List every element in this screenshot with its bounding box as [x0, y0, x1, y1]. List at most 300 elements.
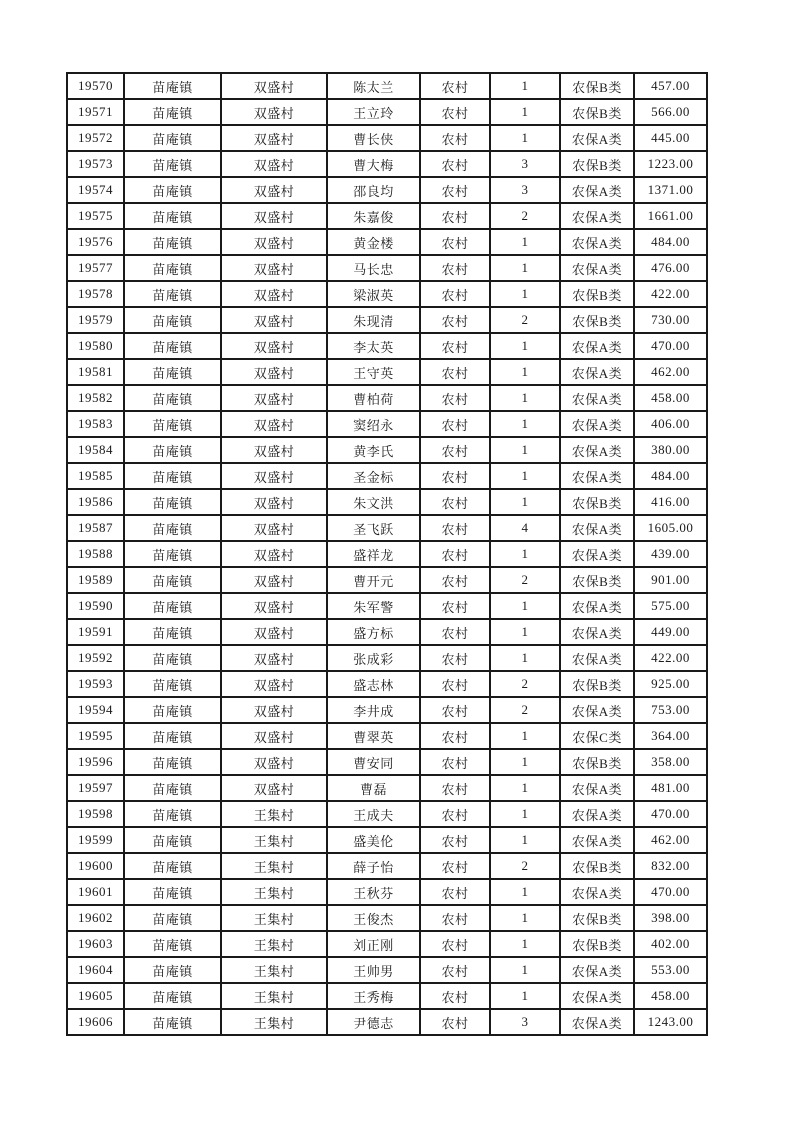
table-row [67, 125, 707, 151]
cell-serial-number: 19602 [67, 905, 124, 931]
cell-village: 双盛村 [221, 99, 327, 125]
cell-insurance-class: 农保B类 [560, 567, 634, 593]
cell-person-count: 1 [490, 827, 560, 853]
cell-village: 双盛村 [221, 697, 327, 723]
table-row [67, 905, 707, 931]
cell-household-type: 农村 [420, 879, 490, 905]
cell-person-name: 曹长侠 [327, 125, 420, 151]
cell-person-count: 3 [490, 1009, 560, 1035]
cell-amount: 422.00 [634, 645, 707, 671]
cell-person-count: 1 [490, 723, 560, 749]
cell-serial-number: 19594 [67, 697, 124, 723]
cell-person-name: 曹开元 [327, 567, 420, 593]
table-row [67, 541, 707, 567]
cell-person-name: 盛美伦 [327, 827, 420, 853]
cell-serial-number: 19606 [67, 1009, 124, 1035]
cell-person-name: 曹安同 [327, 749, 420, 775]
cell-household-type: 农村 [420, 281, 490, 307]
cell-village: 王集村 [221, 905, 327, 931]
table-row [67, 931, 707, 957]
cell-serial-number: 19575 [67, 203, 124, 229]
cell-town: 苗庵镇 [124, 879, 221, 905]
cell-person-name: 马长忠 [327, 255, 420, 281]
cell-person-count: 1 [490, 463, 560, 489]
cell-person-name: 圣飞跃 [327, 515, 420, 541]
cell-household-type: 农村 [420, 645, 490, 671]
cell-household-type: 农村 [420, 99, 490, 125]
cell-person-count: 1 [490, 775, 560, 801]
cell-serial-number: 19573 [67, 151, 124, 177]
cell-amount: 1605.00 [634, 515, 707, 541]
cell-amount: 476.00 [634, 255, 707, 281]
cell-village: 双盛村 [221, 385, 327, 411]
cell-household-type: 农村 [420, 853, 490, 879]
cell-insurance-class: 农保B类 [560, 931, 634, 957]
cell-person-count: 1 [490, 333, 560, 359]
cell-town: 苗庵镇 [124, 749, 221, 775]
table-row [67, 359, 707, 385]
cell-household-type: 农村 [420, 983, 490, 1009]
cell-town: 苗庵镇 [124, 255, 221, 281]
cell-household-type: 农村 [420, 307, 490, 333]
cell-amount: 484.00 [634, 229, 707, 255]
benefits-table [66, 72, 708, 1036]
cell-person-name: 王秋芬 [327, 879, 420, 905]
cell-town: 苗庵镇 [124, 489, 221, 515]
cell-town: 苗庵镇 [124, 125, 221, 151]
cell-household-type: 农村 [420, 73, 490, 99]
table-row [67, 385, 707, 411]
cell-person-name: 邵良均 [327, 177, 420, 203]
cell-person-name: 王俊杰 [327, 905, 420, 931]
cell-insurance-class: 农保A类 [560, 437, 634, 463]
cell-person-name: 黄金楼 [327, 229, 420, 255]
cell-insurance-class: 农保A类 [560, 203, 634, 229]
cell-person-count: 1 [490, 411, 560, 437]
cell-village: 双盛村 [221, 151, 327, 177]
table-row [67, 73, 707, 99]
cell-amount: 481.00 [634, 775, 707, 801]
cell-town: 苗庵镇 [124, 645, 221, 671]
cell-amount: 458.00 [634, 983, 707, 1009]
cell-household-type: 农村 [420, 541, 490, 567]
table-row [67, 203, 707, 229]
cell-village: 双盛村 [221, 567, 327, 593]
cell-amount: 470.00 [634, 333, 707, 359]
cell-person-count: 1 [490, 359, 560, 385]
cell-amount: 422.00 [634, 281, 707, 307]
cell-village: 双盛村 [221, 307, 327, 333]
cell-serial-number: 19590 [67, 593, 124, 619]
cell-village: 双盛村 [221, 229, 327, 255]
cell-person-count: 2 [490, 307, 560, 333]
table-row [67, 593, 707, 619]
cell-insurance-class: 农保A类 [560, 463, 634, 489]
cell-serial-number: 19599 [67, 827, 124, 853]
cell-person-name: 圣金标 [327, 463, 420, 489]
cell-village: 王集村 [221, 801, 327, 827]
cell-village: 王集村 [221, 879, 327, 905]
cell-town: 苗庵镇 [124, 73, 221, 99]
cell-person-name: 梁淑英 [327, 281, 420, 307]
cell-village: 双盛村 [221, 255, 327, 281]
cell-person-name: 盛志林 [327, 671, 420, 697]
cell-insurance-class: 农保B类 [560, 489, 634, 515]
cell-household-type: 农村 [420, 411, 490, 437]
cell-town: 苗庵镇 [124, 593, 221, 619]
table-row [67, 983, 707, 1009]
cell-person-count: 1 [490, 593, 560, 619]
table-row [67, 99, 707, 125]
cell-serial-number: 19589 [67, 567, 124, 593]
cell-village: 王集村 [221, 1009, 327, 1035]
cell-person-name: 刘正刚 [327, 931, 420, 957]
cell-person-name: 曹柏荷 [327, 385, 420, 411]
cell-village: 王集村 [221, 983, 327, 1009]
cell-serial-number: 19597 [67, 775, 124, 801]
cell-village: 双盛村 [221, 359, 327, 385]
cell-insurance-class: 农保A类 [560, 879, 634, 905]
cell-insurance-class: 农保B类 [560, 905, 634, 931]
cell-village: 双盛村 [221, 281, 327, 307]
cell-serial-number: 19592 [67, 645, 124, 671]
cell-person-count: 2 [490, 853, 560, 879]
cell-person-count: 1 [490, 437, 560, 463]
cell-person-count: 2 [490, 567, 560, 593]
cell-person-count: 2 [490, 697, 560, 723]
cell-household-type: 农村 [420, 671, 490, 697]
cell-serial-number: 19578 [67, 281, 124, 307]
cell-amount: 925.00 [634, 671, 707, 697]
cell-household-type: 农村 [420, 775, 490, 801]
cell-person-name: 朱现清 [327, 307, 420, 333]
cell-town: 苗庵镇 [124, 411, 221, 437]
cell-amount: 901.00 [634, 567, 707, 593]
cell-village: 双盛村 [221, 593, 327, 619]
cell-person-name: 王秀梅 [327, 983, 420, 1009]
table-row [67, 229, 707, 255]
cell-village: 双盛村 [221, 515, 327, 541]
cell-serial-number: 19576 [67, 229, 124, 255]
cell-person-count: 1 [490, 957, 560, 983]
cell-amount: 566.00 [634, 99, 707, 125]
cell-household-type: 农村 [420, 957, 490, 983]
cell-village: 王集村 [221, 931, 327, 957]
cell-amount: 832.00 [634, 853, 707, 879]
cell-amount: 470.00 [634, 879, 707, 905]
cell-insurance-class: 农保A类 [560, 541, 634, 567]
table-row [67, 255, 707, 281]
cell-village: 双盛村 [221, 723, 327, 749]
cell-person-count: 1 [490, 801, 560, 827]
cell-amount: 1371.00 [634, 177, 707, 203]
cell-person-name: 盛祥龙 [327, 541, 420, 567]
cell-person-name: 朱军警 [327, 593, 420, 619]
table-row [67, 151, 707, 177]
cell-household-type: 农村 [420, 203, 490, 229]
cell-person-name: 李井成 [327, 697, 420, 723]
cell-person-name: 王守英 [327, 359, 420, 385]
table-row [67, 723, 707, 749]
cell-household-type: 农村 [420, 151, 490, 177]
cell-town: 苗庵镇 [124, 437, 221, 463]
cell-person-name: 王帅男 [327, 957, 420, 983]
cell-insurance-class: 农保B类 [560, 749, 634, 775]
cell-household-type: 农村 [420, 931, 490, 957]
cell-household-type: 农村 [420, 177, 490, 203]
cell-household-type: 农村 [420, 125, 490, 151]
cell-village: 双盛村 [221, 73, 327, 99]
cell-person-count: 1 [490, 645, 560, 671]
cell-person-name: 尹德志 [327, 1009, 420, 1035]
table-row [67, 697, 707, 723]
table-row [67, 281, 707, 307]
cell-household-type: 农村 [420, 827, 490, 853]
cell-village: 双盛村 [221, 437, 327, 463]
cell-person-count: 1 [490, 905, 560, 931]
cell-village: 双盛村 [221, 463, 327, 489]
cell-serial-number: 19595 [67, 723, 124, 749]
cell-amount: 358.00 [634, 749, 707, 775]
cell-amount: 730.00 [634, 307, 707, 333]
cell-person-name: 王成夫 [327, 801, 420, 827]
cell-serial-number: 19574 [67, 177, 124, 203]
cell-town: 苗庵镇 [124, 359, 221, 385]
table-row [67, 827, 707, 853]
table-body [67, 73, 707, 1035]
table-row [67, 463, 707, 489]
cell-household-type: 农村 [420, 905, 490, 931]
cell-amount: 402.00 [634, 931, 707, 957]
cell-insurance-class: 农保A类 [560, 775, 634, 801]
cell-household-type: 农村 [420, 1009, 490, 1035]
cell-household-type: 农村 [420, 255, 490, 281]
cell-town: 苗庵镇 [124, 827, 221, 853]
cell-household-type: 农村 [420, 229, 490, 255]
cell-person-count: 1 [490, 541, 560, 567]
cell-serial-number: 19570 [67, 73, 124, 99]
cell-household-type: 农村 [420, 515, 490, 541]
cell-person-count: 3 [490, 177, 560, 203]
cell-insurance-class: 农保A类 [560, 1009, 634, 1035]
cell-person-count: 1 [490, 749, 560, 775]
cell-amount: 380.00 [634, 437, 707, 463]
cell-serial-number: 19603 [67, 931, 124, 957]
cell-person-count: 2 [490, 671, 560, 697]
cell-serial-number: 19584 [67, 437, 124, 463]
cell-village: 双盛村 [221, 749, 327, 775]
cell-insurance-class: 农保A类 [560, 125, 634, 151]
cell-household-type: 农村 [420, 723, 490, 749]
cell-household-type: 农村 [420, 749, 490, 775]
cell-town: 苗庵镇 [124, 723, 221, 749]
cell-serial-number: 19598 [67, 801, 124, 827]
cell-amount: 553.00 [634, 957, 707, 983]
table-row [67, 437, 707, 463]
cell-insurance-class: 农保A类 [560, 359, 634, 385]
cell-person-count: 1 [490, 99, 560, 125]
cell-person-count: 1 [490, 931, 560, 957]
cell-town: 苗庵镇 [124, 697, 221, 723]
cell-village: 王集村 [221, 957, 327, 983]
table-row [67, 411, 707, 437]
table-row [67, 775, 707, 801]
cell-village: 双盛村 [221, 125, 327, 151]
cell-household-type: 农村 [420, 567, 490, 593]
cell-serial-number: 19581 [67, 359, 124, 385]
cell-household-type: 农村 [420, 385, 490, 411]
cell-amount: 445.00 [634, 125, 707, 151]
cell-household-type: 农村 [420, 333, 490, 359]
cell-town: 苗庵镇 [124, 281, 221, 307]
cell-insurance-class: 农保B类 [560, 73, 634, 99]
cell-serial-number: 19582 [67, 385, 124, 411]
cell-village: 双盛村 [221, 333, 327, 359]
cell-serial-number: 19585 [67, 463, 124, 489]
cell-village: 王集村 [221, 853, 327, 879]
cell-person-name: 曹翠英 [327, 723, 420, 749]
cell-village: 双盛村 [221, 489, 327, 515]
cell-insurance-class: 农保A类 [560, 983, 634, 1009]
cell-serial-number: 19577 [67, 255, 124, 281]
cell-household-type: 农村 [420, 437, 490, 463]
table-row [67, 645, 707, 671]
cell-town: 苗庵镇 [124, 541, 221, 567]
cell-village: 王集村 [221, 827, 327, 853]
cell-insurance-class: 农保A类 [560, 177, 634, 203]
cell-town: 苗庵镇 [124, 931, 221, 957]
cell-insurance-class: 农保A类 [560, 515, 634, 541]
cell-serial-number: 19571 [67, 99, 124, 125]
cell-insurance-class: 农保B类 [560, 281, 634, 307]
cell-insurance-class: 农保A类 [560, 645, 634, 671]
cell-person-name: 朱嘉俊 [327, 203, 420, 229]
cell-person-count: 1 [490, 229, 560, 255]
cell-village: 双盛村 [221, 177, 327, 203]
cell-village: 双盛村 [221, 411, 327, 437]
cell-town: 苗庵镇 [124, 957, 221, 983]
cell-household-type: 农村 [420, 463, 490, 489]
cell-town: 苗庵镇 [124, 333, 221, 359]
cell-town: 苗庵镇 [124, 671, 221, 697]
cell-insurance-class: 农保B类 [560, 853, 634, 879]
cell-person-name: 李太英 [327, 333, 420, 359]
cell-amount: 457.00 [634, 73, 707, 99]
cell-amount: 439.00 [634, 541, 707, 567]
cell-village: 双盛村 [221, 671, 327, 697]
cell-person-name: 黄李氏 [327, 437, 420, 463]
cell-insurance-class: 农保A类 [560, 827, 634, 853]
cell-insurance-class: 农保B类 [560, 151, 634, 177]
cell-village: 双盛村 [221, 645, 327, 671]
cell-household-type: 农村 [420, 593, 490, 619]
cell-town: 苗庵镇 [124, 801, 221, 827]
cell-insurance-class: 农保A类 [560, 333, 634, 359]
cell-insurance-class: 农保A类 [560, 697, 634, 723]
cell-amount: 575.00 [634, 593, 707, 619]
cell-insurance-class: 农保A类 [560, 385, 634, 411]
cell-town: 苗庵镇 [124, 515, 221, 541]
cell-insurance-class: 农保A类 [560, 411, 634, 437]
cell-town: 苗庵镇 [124, 463, 221, 489]
cell-town: 苗庵镇 [124, 619, 221, 645]
table-row [67, 957, 707, 983]
cell-person-name: 薛子怡 [327, 853, 420, 879]
cell-person-count: 2 [490, 203, 560, 229]
cell-household-type: 农村 [420, 697, 490, 723]
table-row [67, 853, 707, 879]
cell-person-name: 曹大梅 [327, 151, 420, 177]
cell-serial-number: 19587 [67, 515, 124, 541]
cell-amount: 470.00 [634, 801, 707, 827]
cell-person-count: 1 [490, 73, 560, 99]
cell-insurance-class: 农保A类 [560, 229, 634, 255]
table-row [67, 749, 707, 775]
cell-insurance-class: 农保B类 [560, 307, 634, 333]
cell-amount: 484.00 [634, 463, 707, 489]
cell-serial-number: 19572 [67, 125, 124, 151]
cell-town: 苗庵镇 [124, 151, 221, 177]
cell-serial-number: 19580 [67, 333, 124, 359]
cell-insurance-class: 农保A类 [560, 593, 634, 619]
cell-town: 苗庵镇 [124, 203, 221, 229]
cell-person-count: 1 [490, 983, 560, 1009]
cell-person-name: 盛方标 [327, 619, 420, 645]
cell-person-count: 1 [490, 385, 560, 411]
cell-person-name: 陈太兰 [327, 73, 420, 99]
cell-insurance-class: 农保A类 [560, 957, 634, 983]
cell-town: 苗庵镇 [124, 853, 221, 879]
cell-household-type: 农村 [420, 619, 490, 645]
cell-person-count: 1 [490, 281, 560, 307]
cell-amount: 364.00 [634, 723, 707, 749]
cell-village: 双盛村 [221, 619, 327, 645]
cell-insurance-class: 农保A类 [560, 619, 634, 645]
cell-person-name: 王立玲 [327, 99, 420, 125]
cell-serial-number: 19600 [67, 853, 124, 879]
cell-village: 双盛村 [221, 203, 327, 229]
cell-person-count: 1 [490, 619, 560, 645]
cell-amount: 458.00 [634, 385, 707, 411]
cell-insurance-class: 农保A类 [560, 255, 634, 281]
table-row [67, 489, 707, 515]
cell-serial-number: 19596 [67, 749, 124, 775]
cell-town: 苗庵镇 [124, 983, 221, 1009]
cell-town: 苗庵镇 [124, 99, 221, 125]
cell-serial-number: 19586 [67, 489, 124, 515]
cell-insurance-class: 农保B类 [560, 99, 634, 125]
cell-village: 双盛村 [221, 541, 327, 567]
cell-person-name: 窦绍永 [327, 411, 420, 437]
cell-serial-number: 19593 [67, 671, 124, 697]
cell-amount: 398.00 [634, 905, 707, 931]
cell-insurance-class: 农保A类 [560, 801, 634, 827]
cell-person-name: 张成彩 [327, 645, 420, 671]
cell-person-count: 1 [490, 879, 560, 905]
cell-town: 苗庵镇 [124, 1009, 221, 1035]
cell-person-name: 朱文洪 [327, 489, 420, 515]
cell-amount: 462.00 [634, 359, 707, 385]
cell-serial-number: 19591 [67, 619, 124, 645]
cell-person-count: 4 [490, 515, 560, 541]
cell-serial-number: 19588 [67, 541, 124, 567]
cell-serial-number: 19601 [67, 879, 124, 905]
cell-household-type: 农村 [420, 801, 490, 827]
cell-amount: 1243.00 [634, 1009, 707, 1035]
cell-person-count: 1 [490, 489, 560, 515]
cell-town: 苗庵镇 [124, 567, 221, 593]
cell-person-count: 1 [490, 255, 560, 281]
